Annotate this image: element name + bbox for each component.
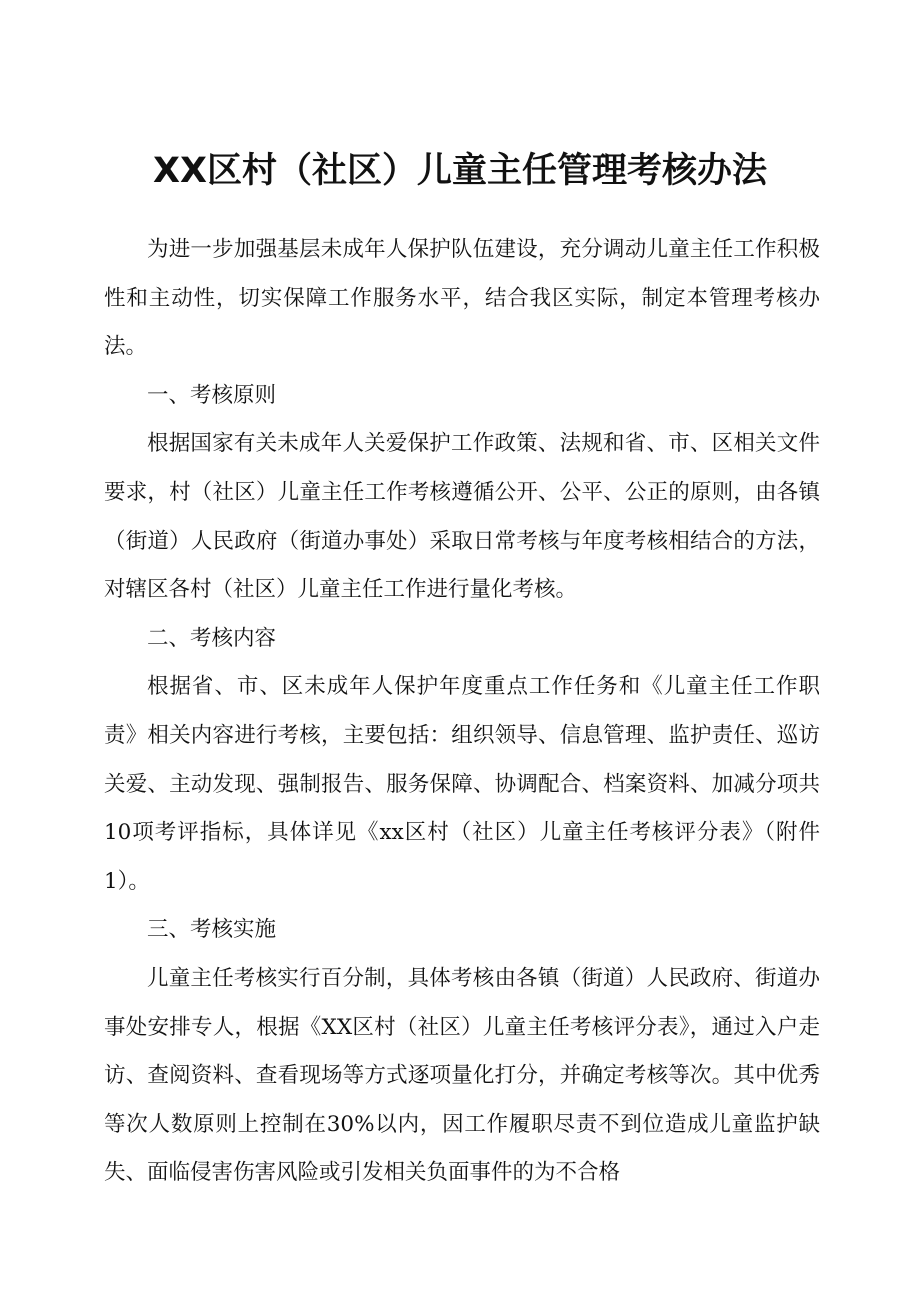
section-heading-implementation: 三、考核实施	[147, 917, 277, 943]
document-title: XX区村（社区）儿童主任管理考核办法	[153, 151, 767, 192]
principles-paragraph: 根据国家有关未成年人关爱保护工作政策、法规和省、市、区相关文件要求，村（社区）儿童主任工作考核遵循公开、公平、公正的原则，由各镇（街道）人民政府（街道办事处）采取日常考核与年度考核相结合的方法，对辖区各村（社区）儿童主任工作进行量化考核。	[104, 431, 820, 603]
content-paragraph: 根据省、市、区未成年人保护年度重点工作任务和《儿童主任工作职责》相关内容进行考核，主要包括：组织领导、信息管理、监护责任、巡访关爱、主动发现、强制报告、服务保障、协调配合、档案资料、加减分项共10项考评指标，具体详见《xx区村（社区）儿童主任考核评分表》（附件1）。	[104, 674, 820, 894]
intro-paragraph: 为进一步加强基层未成年人保护队伍建设，充分调动儿童主任工作积极性和主动性，切实保障工作服务水平，结合我区实际，制定本管理考核办法。	[104, 237, 820, 360]
section-heading-principles: 一、考核原则	[147, 382, 277, 408]
implementation-paragraph: 儿童主任考核实行百分制，具体考核由各镇（街道）人民政府、街道办事处安排专人，根据《XX区村（社区）儿童主任考核评分表》，通过入户走访、查阅资料、查看现场等方式逐项量化打分，并确定考核等次。其中优秀等次人数原则上控制在30%以内，因工作履职尽责不到位造成儿童监护缺失、面临侵害伤害风险或引发相关负面事件的为不合格	[104, 965, 820, 1186]
document-body	[104, 226, 820, 1198]
section-heading-content: 二、考核内容	[147, 625, 277, 651]
